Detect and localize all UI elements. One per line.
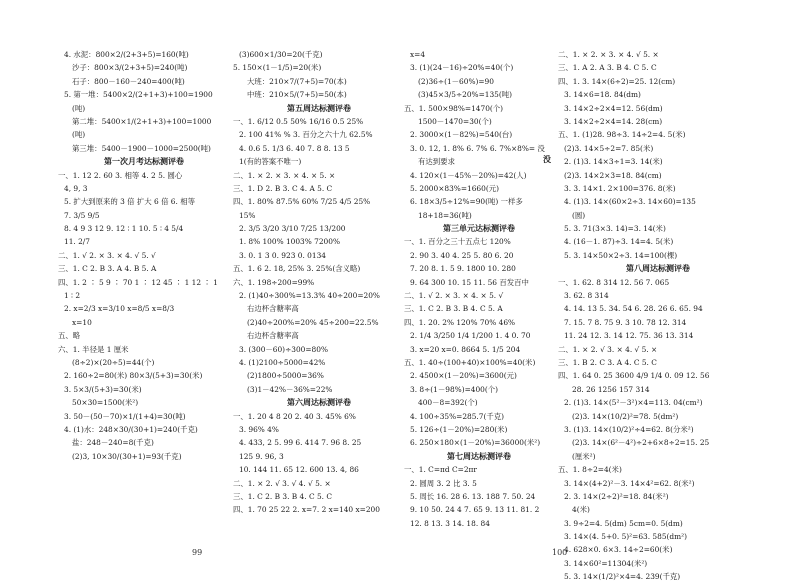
answer-line: 盐：248－240=8(千克) [72,438,154,448]
answer-line: (3)600×1/30=20(千克) [239,50,323,59]
column-2 [233,48,405,517]
answer-line: 3. (300－60)÷300=80% [239,344,328,354]
answer-line: 8. 4 9 3 12 9. 12 ∶ 1 10. 5 ∶ 4 5/4 [64,224,184,234]
answer-line: x=4 [410,50,426,59]
answer-line: 二、1. × 2. × 3. × 4. × 5. × [233,170,336,180]
margin-mark: 没 [543,154,551,164]
answer-line: 5. 扩大到原来的 3 倍 扩大 6 倍 6. 相等 [64,197,195,207]
answer-line: 三、1. D 2. B 3. C 4. A 5. C [233,183,333,193]
answer-line: 5. 2000×83%=1660(元) [410,183,499,193]
answer-line: 2. 160÷2=80(米) 80×3/(5+3)=30(米) [64,371,203,381]
answer-line: 一、1. 6/12 0.5 50% 16/16 0.5 25% [233,116,364,126]
column-1 [58,48,230,463]
answer-line: (2)3. 14×(10/2)²=78. 5(dm²) [572,411,679,421]
answer-line: 四、1. 64 0. 25 3600 4/9 1/4 0. 09 12. 56 [558,371,710,381]
answer-line: 18+18=36(吨) [418,210,472,220]
answer-line: 1 ∶ 2 [64,291,81,301]
answer-line: 石子：800－160－240=400(吨) [72,76,185,86]
answer-line: 五、略 [58,331,81,341]
section-heading: 第一次月考达标测评卷 [104,156,184,167]
answer-line: 2. 圆周 3. 2 比 3. 5 [410,478,477,488]
answer-line: 5. 150×(1－1/5)=20(米) [233,63,322,73]
answer-line: 4. (1)2100÷5000=42% [239,357,326,367]
answer-line: 4. 628×0. 6×3. 14÷2=60(米) [564,545,673,555]
answer-line: 3. 0. 12, 1. 8% 6. 7% 6. 7%×8%= 没 [410,143,545,153]
answer-line: 2. x=2/3 x=3/10 x=8/5 x=8/3 [64,304,175,314]
answer-line: 4. 14. 13 5. 34. 54 6. 28. 26 6. 65. 94 [564,304,703,314]
answer-line: 9. 10 50. 24 4 7. 65 9. 13 11. 81. 2 [410,505,540,515]
section-heading: 第三单元达标测评卷 [443,223,515,234]
answer-line: 50×30=1500(米²) [72,398,139,408]
answer-line: 三、1. A 2. A 3. B 4. C 5. C [558,63,657,73]
answer-line: 沙子：800×3/(2+3+5)=240(吨) [72,63,188,73]
answer-line: 中班：210×5/(7+5)=50(本) [247,90,347,100]
answer-line: 7. 20 8. 1. 5 9. 1800 10. 280 [410,264,516,274]
answer-line: 3. 96% 4% [239,424,279,434]
answer-line: (2)3. 14×2×3=18. 84(cm) [564,170,662,180]
answer-line: 7. 15. 7 8. 75 9. 3 10. 78 12. 314 [564,317,687,327]
answer-line: 5. 3. 71(3×3. 14)=3. 14(米) [564,224,666,234]
answer-line: 2. 100 41% % 3. 百分之六十九 62.5% [239,130,373,140]
answer-line: 12. 8 13. 3 14. 18. 84 [410,518,490,528]
answer-line: (厘米²) [572,451,596,461]
answer-line: 4. 100÷35%=285.7(千克) [410,411,505,421]
answer-line: 五、1. 8÷2=4(米) [558,465,622,475]
answer-line: 3. 14×2÷2×4=14. 28(cm) [564,116,663,126]
answer-line: (3)1－42%－36%=22% [247,384,333,394]
answer-line: 1(有的答案不唯一) [239,157,302,167]
answer-line: 5. 第一堆：5400×2/(2+1+3)+100=1900 [64,90,213,100]
answer-line: 2. (1)3. 14×(5²－3²)×4=113. 04(cm²) [564,398,703,408]
answer-line: 四、1. 3. 14×(6÷2)=25. 12(cm) [558,76,676,86]
answer-line: 3. (1)3. 14×(10/2)²÷4=62. 8(分米²) [564,424,694,434]
answer-line: (吨) [72,130,86,140]
answer-line: 2. (1)40÷300%=13.3% 40÷200=20% [239,291,380,301]
answer-line: 二、1. × 2. √ 3. √ 4. √ 5. × [233,478,331,488]
answer-line: 6. 250×180×(1－20%)=36000(米²) [410,438,541,448]
answer-line: 2. 3000×(1－82%)=540(台) [410,130,513,140]
answer-line: 二、1. × 2. × 3. × 4. √ 5. × [558,50,659,59]
section-heading: 第八周达标测评卷 [626,263,690,274]
section-heading: 第五周达标测评卷 [287,102,351,113]
answer-line: 2. 3. 14×(2÷2)²=18. 84(米²) [564,491,669,501]
answer-line: 3. 0. 1 3 0. 923 0. 0134 [239,250,326,260]
answer-line: 第三堆：5400－1900－1000=2500(吨) [72,143,211,153]
answer-line: 有达到要求 [418,157,455,167]
answer-line: 2. 3/5 3/20 3/10 7/25 13/200 [239,224,346,234]
answer-line: 4. 水泥：800×2/(2+3+5)=160(吨) [64,50,189,59]
answer-line: 3. x=20 x=0. 8664 5. 1/5 204 [410,344,521,354]
answer-line: 右边杯含糖率高 [247,304,299,314]
answer-line: 三、1. C 2. B 3. B 4. C 5. A [404,304,503,314]
answer-line: 3. 9÷2=4. 5(dm) 5cm=0. 5(dm) [564,518,683,528]
answer-line: 3. 5×3/(5+3)=30(米) [64,384,142,394]
answer-line: 3. 62. 8 314 [564,291,609,301]
answer-line: 1. 8% 100% 1003% 7200% [239,237,340,247]
answer-line: 第二堆：5400×1/(2+1+3)+100=1000 [72,116,212,126]
answer-line: 3. 14×(4+2)²－3. 14×4²=62. 8(米²) [564,478,695,488]
answer-line: 11. 24 12. 3. 14 12. 75. 36 13. 314 [564,331,694,341]
answer-line: 大班：210×7/(7+5)=70(本) [247,76,347,86]
answer-line: (2)3, 10×30/(30+1)=93(千克) [72,451,182,461]
answer-line: 15% [239,210,256,220]
answer-line: 4. 0.6 5. 1/3 6. 40 7. 8 8. 13 5 [239,143,350,153]
answer-line: 五、1. 6 2. 18, 25% 3. 25%(含义略) [233,264,361,274]
answer-line: 2. 1/4 3/250 1/4 1/200 1. 4 0. 70 [410,331,531,341]
answer-line: 125 9. 96, 3 [239,451,284,461]
answer-line: 三、1. B 2. C 3. A 4. C 5. C [558,357,657,367]
answer-line: 1500－1470=30(个) [418,116,492,126]
answer-line: (圆) [572,210,586,220]
answer-line: 四、1. 70 25 22 2. x=7. 2 x=140 x=200 [233,505,380,515]
answer-line: (2)36÷(1－60%)=90 [418,76,494,86]
answer-line: 2. 90 3. 40 4. 25 5. 80 6. 20 [410,250,514,260]
answer-line: 一、1. 百分之三十五点七 120% [404,237,511,247]
answer-line: (2)1800÷5000=36% [247,371,324,381]
answer-line: 9. 64 300 10. 15 11. 56 百发百中 [410,277,529,287]
answer-line: 3. 14×60²=11304(米²) [564,558,648,568]
section-heading: 第七周达标测评卷 [447,450,511,461]
answer-line: 3. 14×6=18. 84(dm) [564,90,641,100]
answer-line: (3)45×3/5÷20%=135(吨) [418,90,513,100]
answer-line: 右边杯含糖率高 [247,331,299,341]
answer-line: 五、1. 500×98%=1470(个) [404,103,504,113]
column-3 [404,48,554,530]
answer-line: (2)3. 14×5÷2=7. 85(米) [564,143,654,153]
answer-line: 11. 2/7 [64,237,90,247]
answer-line: 二、1. √ 2. × 3. × 4. × 5. √ [404,291,504,301]
answer-line: 3. 8÷(1－98%)=400(个) [410,384,499,394]
answer-line: 7. 3/5 9/5 [64,210,100,220]
answer-line: 400－8=392(个) [418,398,478,408]
answer-line: (吨) [72,103,86,113]
answer-line: 一、1. 20 4 8 20 2. 40 3. 45% 6% [233,411,356,421]
answer-line: 3. 14×2÷2×4=12. 56(dm) [564,103,663,113]
answer-line: 3. 50－(50－70)×1/(1+4)=30(吨) [64,411,186,421]
answer-line: 3. 14×(4. 5+0. 5)²=63. 585(dm²) [564,532,687,542]
answer-line: 4. (1)水：248×30/(30+1)=240(千克) [64,424,198,434]
answer-line: (8÷2)×(20÷5)=44(个) [72,357,155,367]
answer-line: 4. 120×(1－45%－20%)=42(人) [410,170,527,180]
answer-line: 三、1. C 2. B 3. A 4. B 5. A [58,264,157,274]
answer-line: 二、1. × 2. √ 3. × 4. √ 5. × [558,344,658,354]
answer-line: 4. (16－1. 87)÷3. 14=4. 5(米) [564,237,674,247]
answer-line: 2. 4500×(1－20%)=3600(元) [410,371,517,381]
answer-line: x=10 [72,317,92,327]
answer-line: 28. 26 1256 157 314 [572,384,650,394]
answer-line: 五、1. (1)28. 98÷3. 14÷2=4. 5(米) [558,130,686,140]
answer-line: 四、1. 80% 87.5% 60% 7/25 4/5 25% [233,197,371,207]
answer-line: 3. 3. 14×1. 2×100=376. 8(米) [564,183,676,193]
answer-line: 一、1. C=πd C=2πr [404,465,477,475]
answer-line: 3. (1)(24－16)÷20%=40(个) [410,63,514,73]
answer-line: 五、1. 40÷(100+40)×100%=40(米) [404,357,536,367]
answer-line: 六、1. 半径是 1 厘米 [58,344,129,354]
column-4 [558,48,758,584]
answer-line: 10. 144 11. 65 12. 600 13. 4, 86 [239,465,359,475]
answer-line: 二、1. √ 2. × 3. × 4. √ 5. √ [58,250,156,260]
answer-line: (2)3. 14×(6²－4²)÷2+6×8÷2=15. 25 [572,438,710,448]
answer-line: 5. 周长 16. 28 6. 13. 188 7. 50. 24 [410,491,536,501]
answer-line: 4(米) [572,505,590,515]
answer-line: 一、1. 12 2. 60 3. 相等 4. 2 5. 圆心 [58,170,183,180]
answer-line: 5. 3. 14×50×2÷3. 14=100(棵) [564,250,678,260]
answer-line: 2. (1)3. 14×3÷1=3. 14(米) [564,157,663,167]
answer-line: 一、1. 62. 8 314 12. 56 7. 065 [558,277,670,287]
answer-line: (2)40÷200%=20% 45÷200=22.5% [247,317,379,327]
answer-line: 4. 433, 2 5. 99 6. 414 7. 96 8. 25 [239,438,362,448]
page-number-left: 99 [192,548,203,557]
answer-line: 四、1. 20. 2% 120% 70% 46% [404,317,516,327]
answer-line: 三、1. C 2. B 3. B 4. C 5. C [233,491,333,501]
answer-line: 6. 18×3/5÷12%=90(吨) 一样多 [410,197,523,207]
answer-line: 4. (1)3. 14×(60×2÷3. 14×60)=135 [564,197,696,207]
page-number-right: 100 [552,548,568,557]
answer-line: 5. 3. 14×(1/2)²×4=4. 239(千克) [564,572,681,582]
answer-line: 5. 126÷(1－20%)=280(米) [410,424,508,434]
section-heading: 第六周达标测评卷 [287,397,351,408]
answer-line: 六、1. 198÷200=99% [233,277,315,287]
answer-line: 4, 9, 3 [64,183,88,193]
answer-line: 四、1. 2 ∶ 5 9 ∶ 70 1 ∶ 12 45 ∶ 1 12 ∶ 1 [58,277,218,287]
